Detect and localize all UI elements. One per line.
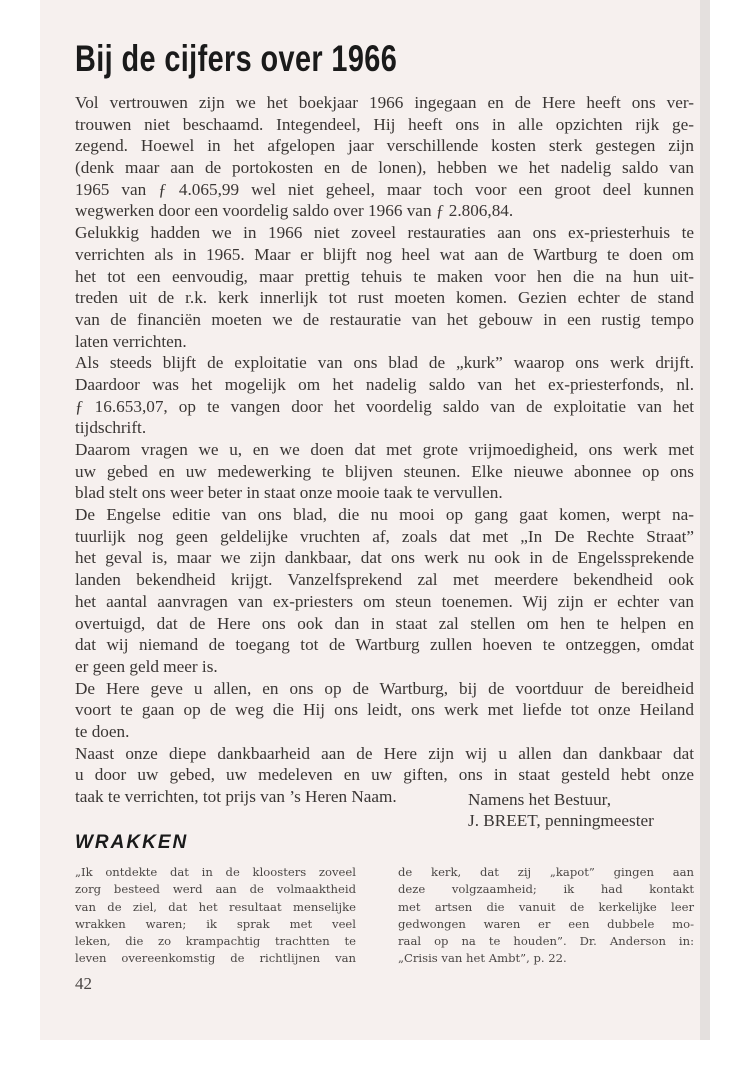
- paragraph-line: Vol vertrouwen zijn we het boekjaar 1966 ingegaan en de Here heeft ons ver-: [75, 93, 694, 112]
- paragraph-line: trouwen niet beschaamd. Integendeel, Hij heeft ons in alle opzichten rijk ge-: [75, 114, 694, 134]
- paragraph-line: voort te gaan op de weg die Hij ons leidt, ons werk met liefde tot onze Heiland: [75, 700, 694, 720]
- paragraph-line: het geval is, maar we zijn dankbaar, dat ons werk nu ook in de Engelssprekende: [75, 548, 694, 568]
- sidebar-right-column: [398, 864, 694, 968]
- quote-line: leken, die zo krampachtig trachtten te: [75, 934, 356, 949]
- paragraph-line: verrichten als in 1965. Maar er blijft nog heel wat aan de Wartburg te doen om: [75, 244, 694, 264]
- paragraph-line: De Engelse editie van ons blad, die nu mooi op gang gaat komen, werpt na-: [75, 505, 694, 525]
- paragraph-line: De Here geve u allen, en ons op de Wartburg, bij de voortduur de bereidheid: [75, 678, 694, 698]
- page-number: 42: [75, 974, 92, 993]
- signature-line: Namens het Bestuur,: [468, 790, 611, 809]
- paragraph-line: tuurlijk nog geen geldelijke vruchten af, zoals dat met „In De Rechte Straat”: [75, 526, 694, 546]
- quote-line: deze volgzaamheid; ik had kontakt: [398, 882, 694, 897]
- paragraph-line: Naast onze diepe dankbaarheid aan de Here zijn wij u allen dan dankbaar dat: [75, 743, 694, 763]
- paragraph-line: landen bekendheid krijgt. Vanzelfsprekend zal met meerdere bekendheid ook: [75, 570, 694, 590]
- paragraph-line: 1965 van ƒ 4.065,99 wel niet geheel, maar toch voor een groot deel kunnen: [75, 179, 694, 199]
- paragraph-line: treden uit de r.k. kerk innerlijk tot rust moeten komen. Gezien echter de stand: [75, 288, 694, 308]
- quote-line: met artsen die vanuit de kerkelijke leer: [398, 899, 694, 914]
- paragraph-line: dat wij niemand de toegang tot de Wartburg zullen hoeven te ontzeggen, omdat: [75, 635, 694, 655]
- quote-line: de kerk, dat zij „kapot” gingen aan: [398, 865, 694, 879]
- paragraph-line: laten verrichten.: [75, 331, 187, 351]
- paragraph-line: wegwerken door een voordelig saldo over 1966 van ƒ 2.806,84.: [75, 201, 514, 221]
- paragraph-line: ƒ 16.653,07, op te vangen door het voordelig saldo van de exploitatie van het: [75, 396, 694, 416]
- quote-line: „Crisis van het Ambt”, p. 22.: [398, 951, 567, 966]
- quote-line: wrakken waren; ik sprak met veel: [75, 916, 356, 931]
- paragraph-line: Daardoor was het mogelijk om het nadelig saldo van het ex-priesterfonds, nl.: [75, 374, 694, 394]
- paragraph-line: tijdschrift.: [75, 418, 147, 438]
- paragraph-line: het tot een eenvoudig, maar prettig tehuis te maken voor hen die na hun uit-: [75, 266, 694, 286]
- page-edge: [700, 0, 710, 1040]
- paragraph-line: blad stelt ons weer beter in staat onze mooie taak te vervullen.: [75, 483, 503, 503]
- paragraph-line: taak te verrichten, tot prijs van ’s Heren Naam.: [75, 787, 397, 806]
- quote-line: zorg besteed werd aan de volmaaktheid: [75, 882, 356, 897]
- quote-line: van de ziel, dat het resultaat menselijke: [75, 899, 356, 914]
- paragraph-line: overtuigd, dat de Here ons ook dan in staat zal stellen om hen te helpen en: [75, 613, 694, 633]
- paragraph-line: uw gebed en uw medewerking te blijven steunen. Elke nieuwe abonnee op ons: [75, 461, 694, 481]
- paragraph-line: u door uw gebed, uw medeleven en uw giften, ons in staat gesteld hebt onze: [75, 765, 694, 785]
- paragraph-line: Daarom vragen we u, en we doen dat met grote vrijmoedigheid, ons werk met: [75, 440, 694, 459]
- sidebar-title: WRAKKEN: [75, 832, 189, 853]
- sidebar-left-column: [75, 864, 356, 968]
- article-body: [75, 92, 694, 808]
- paragraph-line: Gelukkig hadden we in 1966 niet zoveel restauraties aan ons ex-priesterhuis te: [75, 223, 694, 243]
- quote-line: gedwongen waren er een dubbele mo-: [398, 916, 694, 931]
- quote-line: raal op na te houden”. Dr. Anderson in:: [398, 934, 694, 949]
- paragraph-line: zegend. Hoewel in het afgelopen jaar verschillende kosten sterk gestegen zijn: [75, 136, 694, 156]
- paragraph-line: (denk maar aan de portokosten en de lonen), hebben we het nadelig saldo van: [75, 158, 694, 178]
- article-title: Bij de cijfers over 1966: [75, 38, 398, 79]
- paragraph-line: van de financiën moeten we de restauratie van het gebouw in een rustig tempo: [75, 309, 694, 329]
- paragraph-line: Als steeds blijft de exploitatie van ons blad de „kurk” waarop ons werk drijft.: [75, 353, 694, 373]
- quote-line: leven overeenkomstig de richtlijnen van: [75, 951, 356, 966]
- paragraph-line: het aantal aanvragen van ex-priesters om steun toenemen. Wij zijn er echter van: [75, 591, 694, 611]
- signature-name: J. BREET, penningmeester: [468, 811, 654, 830]
- quote-line: „Ik ontdekte dat in de kloosters zoveel: [75, 865, 356, 879]
- paragraph-line: te doen.: [75, 721, 130, 741]
- paragraph-line: er geen geld meer is.: [75, 656, 218, 676]
